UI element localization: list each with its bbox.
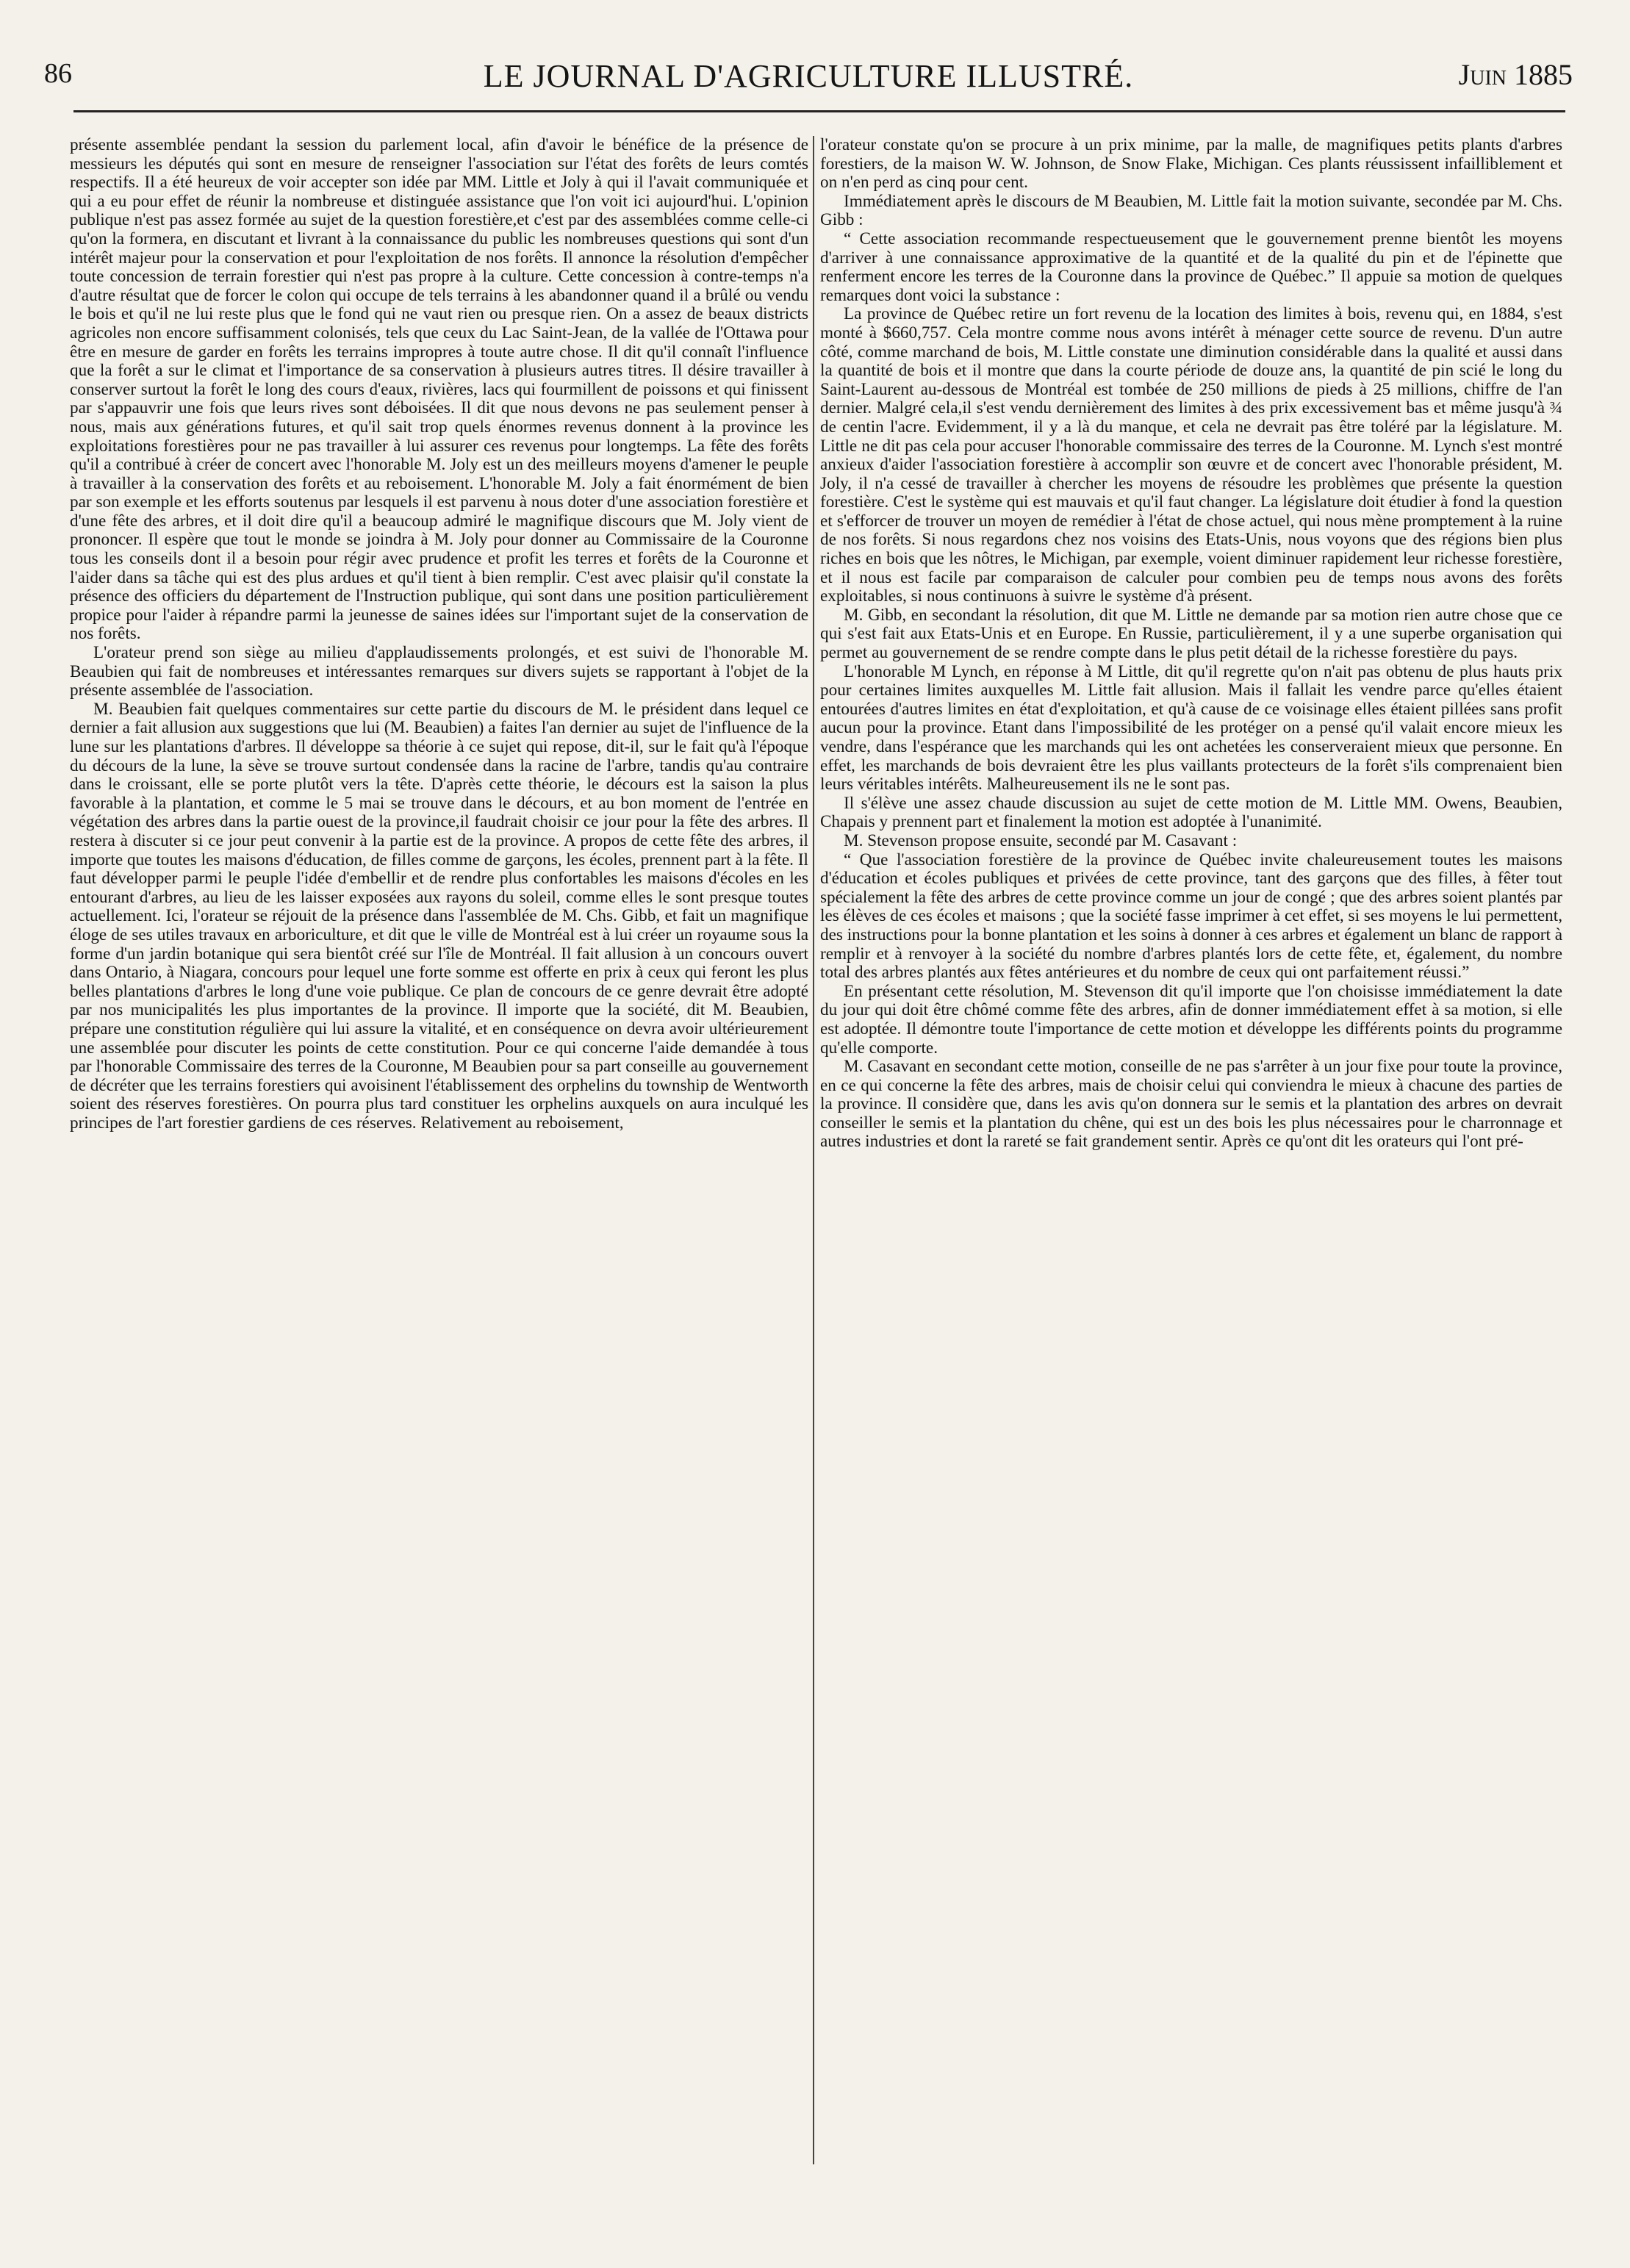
right-column: [820, 136, 1562, 2238]
article-paragraph: L'honorable M Lynch, en réponse à M Little, dit qu'il regrette qu'on n'ait pas obtenu de plus hauts prix pour certaines limites auxquelles M. Little fait allusion. Mais il fallait les vendre parce qu'elles étaient entourées d'autres limites en état d'exploitation, et qu'à cause de ce voisinage elles étaient pillées sans profit aucun pour la province. Etant dans l'impossibilité de les protéger on a pensé qu'il valait encore mieux les vendre, dans l'espérance que les marchands qui les ont achetées les conserveraient mieux que personne. En effet, les marchands de bois devraient être les plus vaillants protecteurs de la forêt s'ils comprenaient bien leurs véritables intérêts. Malheureusement ils ne le sont pas.: [820, 661, 1562, 794]
journal-title: LE JOURNAL D'AGRICULTURE ILLUSTRÉ.: [483, 58, 1134, 94]
column-divider: [813, 136, 814, 2164]
article-paragraph: L'orateur prend son siège au milieu d'applaudissements prolongés, et est suivi de l'honorable M. Beaubien qui fait de nombreuses et intéressantes remarques sur divers sujets se rapportant à l'objet de la présente assemblée de l'association.: [70, 643, 808, 700]
article-paragraph: M. Gibb, en secondant la résolution, dit que M. Little ne demande par sa motion rien autre chose que ce qui s'est fait aux Etats-Unis et en Europe. En Russie, particulièrement, il y a une superbe organisation qui permet au gouvernement de se rendre compte dans le plus petit détail de la richesse forestière du pays.: [820, 605, 1562, 663]
quoted-motion: “ Cette association recommande respectueusement que le gouvernement prenne bientôt les moyens d'arriver à une connaissance approximative de la quantité et de la qualité du pin et de l'épinette que renferment encore les terres de la Couronne dans la province de Québec.” Il appuie sa motion de quelques remarques dont voici la substance :: [820, 229, 1562, 305]
article-paragraph: l'orateur constate qu'on se procure à un prix minime, par la malle, de magnifiques petits plants d'arbres forestiers, de la maison W. W. Johnson, de Snow Flake, Michigan. Ces plants réussissent infailliblement et on n'en perd as cinq pour cent.: [820, 136, 1562, 193]
quoted-motion: “ Que l'association forestière de la province de Québec invite chaleureusement toutes les maisons d'éducation et écoles publiques et privées de cette province, tant des garçons que des filles, à fêter tout spécialement la fête des arbres de cette province comme un jour de congé ; que des arbres soient plantés par les élèves de ces écoles et maisons ; que la société fasse imprimer à cet effet, si ses moyens le lui permettent, des instructions pour la bonne plantation et les soins à donner à ces arbres et également un blanc de rapport à remplir et à renvoyer à la société du nombre d'arbres plantés lors de cette fête, et, également, du nombre total des arbres plantés aux fêtes antérieures et du nombre de ceux qui ont parfaitement réussi.”: [820, 850, 1562, 983]
article-paragraph: En présentant cette résolution, M. Stevenson dit qu'il importe que l'on choisisse immédiatement la date du jour qui doit être chômé comme fête des arbres, afin de donner immédiatement effet à sa motion, si elle est adoptée. Il démontre toute l'importance de cette motion et développe les différents points du programme qu'elle comporte.: [820, 981, 1562, 1058]
header-rule: [73, 110, 1565, 112]
left-column: [70, 136, 808, 2238]
article-paragraph: présente assemblée pendant la session du parlement local, afin d'avoir le bénéfice de la présence de messieurs les députés qui sont en mesure de renseigner l'association sur l'état des forêts de leurs comtés respectifs. Il a été heureux de voir accepter son idée par MM. Little et Joly à qui il l'avait communiquée et qui a eu pour effet de réunir la nombreuse et distinguée assistance que l'on voit ici aujourd'hui. L'opinion publique n'est pas assez formée au sujet de la question forestière,et c'est par des assemblées comme celle-ci qu'on la formera, en discutant et livrant à la connaissance du public les nombreuses questions qui sont d'un intérêt majeur pour la conservation et pour l'exploitation de nos forêts. Il annonce la résolution d'empêcher toute concession de terrain forestier qui n'est pas propre à la culture. Cette concession à contre-temps n'a d'autre résultat que de forcer le colon qui occupe de tels terrains à les abandonner quand il a brûlé ou vendu le bois et qu'il ne lui reste plus que le fond qui ne vaut rien ou presque rien. On a assez de beaux districts agricoles non encore suffisamment colonisés, tels que ceux du Lac Saint-Jean, de la vallée de l'Ottawa pour être en mesure de garder en forêts les terrains impropres à toute autre chose. Il dit qu'il connaît l'influence que la forêt a sur le climat et l'importance de sa conservation à plusieurs autres titres. Il désire travailler à conserver surtout la forêt le long des cours d'eaux, rivières, lacs qui fourmillent de poissons et qui finissent par s'appauvrir une fois que leurs rives sont déboisées. Il dit que nous devons ne pas seulement penser à nous, mais aux générations futures, et qu'il sait trop quels énormes revenus donnent à la province les exploitations forestières pour ne pas travailler à lui assurer ces revenus pour longtemps. La fête des forêts qu'il a contribué à créer de concert avec l'honorable M. Joly est un des meilleurs moyens d'amener le peuple à travailler à la conservation des forêts et au reboisement. L'honorable M. Joly a fait énormément de bien par son exemple et les efforts soutenus par lesquels il est parvenu à nous doter d'une association forestière et d'une fête des arbres, et il doit dire qu'il a beaucoup admiré le magnifique discours que M. Joly vient de prononcer. Il espère que tout le monde se joindra à M. Joly pour donner au Commissaire de la Couronne tous les conseils dont il a besoin pour régir avec prudence et profit les terres et forêts de la Couronne et l'aider dans sa tâche qui est des plus ardues et qu'il tient à bien remplir. C'est avec plaisir qu'il constate la présence des officiers du département de l'Instruction publique, qui sont dans une position particulièrement propice pour l'aider à répandre parmi la jeunesse de saines idées sur l'important sujet de la conservation de nos forêts.: [70, 136, 808, 644]
page-header: [44, 57, 1573, 116]
article-paragraph: M. Stevenson propose ensuite, secondé par M. Casavant :: [844, 830, 1238, 850]
article-paragraph: Il s'élève une assez chaude discussion au sujet de cette motion de M. Little MM. Owens, Beaubien, Chapais y prennent part et finalement la motion est adoptée à l'unanimité.: [820, 793, 1562, 832]
article-paragraph: M. Beaubien fait quelques commentaires sur cette partie du discours de M. le président dans lequel ce dernier a fait allusion aux suggestions que lui (M. Beaubien) a faites l'an dernier au sujet de l'influence de la lune sur les plantations d'arbres. Il développe sa théorie à ce sujet qui repose, dit-il, sur le fait qu'à l'époque du décours de la lune, la sève se trouve surtout condensée dans la racine de l'arbre, tandis qu'au contraire dans le croissant, elle se porte plutôt vers la tête. D'après cette théorie, le décours est la saison la plus favorable à la plantation, et comme le 5 mai se trouve dans le décours, et au bon moment de l'entrée en végétation des arbres dans la partie ouest de la province,il faudrait choisir ce jour pour la fête des arbres. Il restera à discuter si ce jour peut convenir à la partie est de la province. A propos de cette fête des arbres, il importe que toutes les maisons d'éducation, de filles comme de garçons, les écoles, prennent part à la fête. Il faut développer parmi le peuple l'idée d'embellir et de rendre plus confortables les maisons d'écoles en les entourant d'arbres, au lieu de les laisser exposées aux rayons du soleil, comme elles le sont presque toutes actuellement. Ici, l'orateur se réjouit de la présence dans l'assemblée de M. Chs. Gibb, et fait un magnifique éloge de ses utiles travaux en arboriculture, et dit que le ville de Montréal est à lui créer un royaume sous la forme d'un jardin botanique qui sera bientôt créé sur l'île de Montréal. Il fait allusion à un concours ouvert dans Ontario, à Niagara, concours pour lequel une forte somme est offerte en prix à ceux qui feront les plus belles plantations d'arbres le long d'une voie publique. Ce plan de concours de ce genre devrait être adopté par nos municipalités les plus importantes de la province. Il importe que la société, dit M. Beaubien, prépare une constitution régulière qui lui assure la vitalité, et en conséquence on devra avoir ultérieurement une assemblée pour discuter les points de cette constitution. Pour ce qui concerne l'aide demandée à tous par l'honorable Commissaire des terres de la Couronne, M Beaubien pour sa part conseille au gouvernement de décréter que les terrains forestiers qui avoisinent l'établissement des orphelins du township de Wentworth soient des réserves forestières. On pourra plus tard constituer les orphelins auxquels on aura inculqué les principes de l'art forestier gardiens de ces réserves. Relativement au reboisement,: [70, 699, 808, 1133]
article-paragraph: Immédiatement après le discours de M Beaubien, M. Little fait la motion suivante, secondée par M. Chs. Gibb :: [820, 191, 1562, 230]
issue-date: Juin 1885: [1458, 58, 1573, 91]
article-paragraph: La province de Québec retire un fort revenu de la location des limites à bois, revenu qui, en 1884, s'est monté à $660,757. Cela montre comme nous avons intérêt à ménager cette source de revenu. D'un autre côté, comme marchand de bois, M. Little constate une diminution considérable dans la qualité et aussi dans la quantité de bois et il montre que dans la courte période de douze ans, la quantité de pin scié le long du Saint-Laurent au-dessous de Montréal est tombée de 250 millions de pieds à 25 millions, chiffre de l'an dernier. Malgré cela,il s'est vendu dernièrement des limites à des prix excessivement bas et même jusqu'à ¾ de centin l'acre. Evidemment, il y a là du manque, et cela ne devrait pas être toléré par la législature. M. Little ne dit pas cela pour accuser l'honorable commissaire des terres de la Couronne. M. Lynch s'est montré anxieux d'aider l'association forestière à accomplir son œuvre et de concert avec l'honorable président, M. Joly, il n'a cessé de travailler à chercher les moyens de résoudre les problèmes que présente la question forestière. C'est le système qui est mauvais et qu'il faut changer. La législature doit étudier à fond la question et s'efforcer de trouver un moyen de remédier à l'état de chose actuel, qui nous mène promptement à la ruine de nos forêts. Si nous regardons chez nos voisins des Etats-Unis, nous voyons que des régions bien plus riches en bois que les nôtres, le Michigan, par exemple, voient diminuer rapidement leur richesse forestière, et il nous est facile par comparaison de calculer pour combien peu de temps nous avons des forêts exploitables, si nous continuons à suivre le système d'à présent.: [820, 304, 1562, 606]
page-number: 86: [44, 58, 72, 89]
article-paragraph: M. Casavant en secondant cette motion, conseille de ne pas s'arrêter à un jour fixe pour toute la province, en ce qui concerne la fête des arbres, mais de choisir celui qui conviendra le mieux à chacune des parties de la province. Il considère que, dans les avis qu'on donnera sur le semis et la plantation des arbres on devrait conseiller le semis et la plantation du chêne, qui est un des bois les plus nécessaires pour le charronnage et autres industries et dont la rareté se fait grandement sentir. Après ce qu'ont dit les orateurs qui l'ont pré-: [820, 1057, 1562, 1152]
